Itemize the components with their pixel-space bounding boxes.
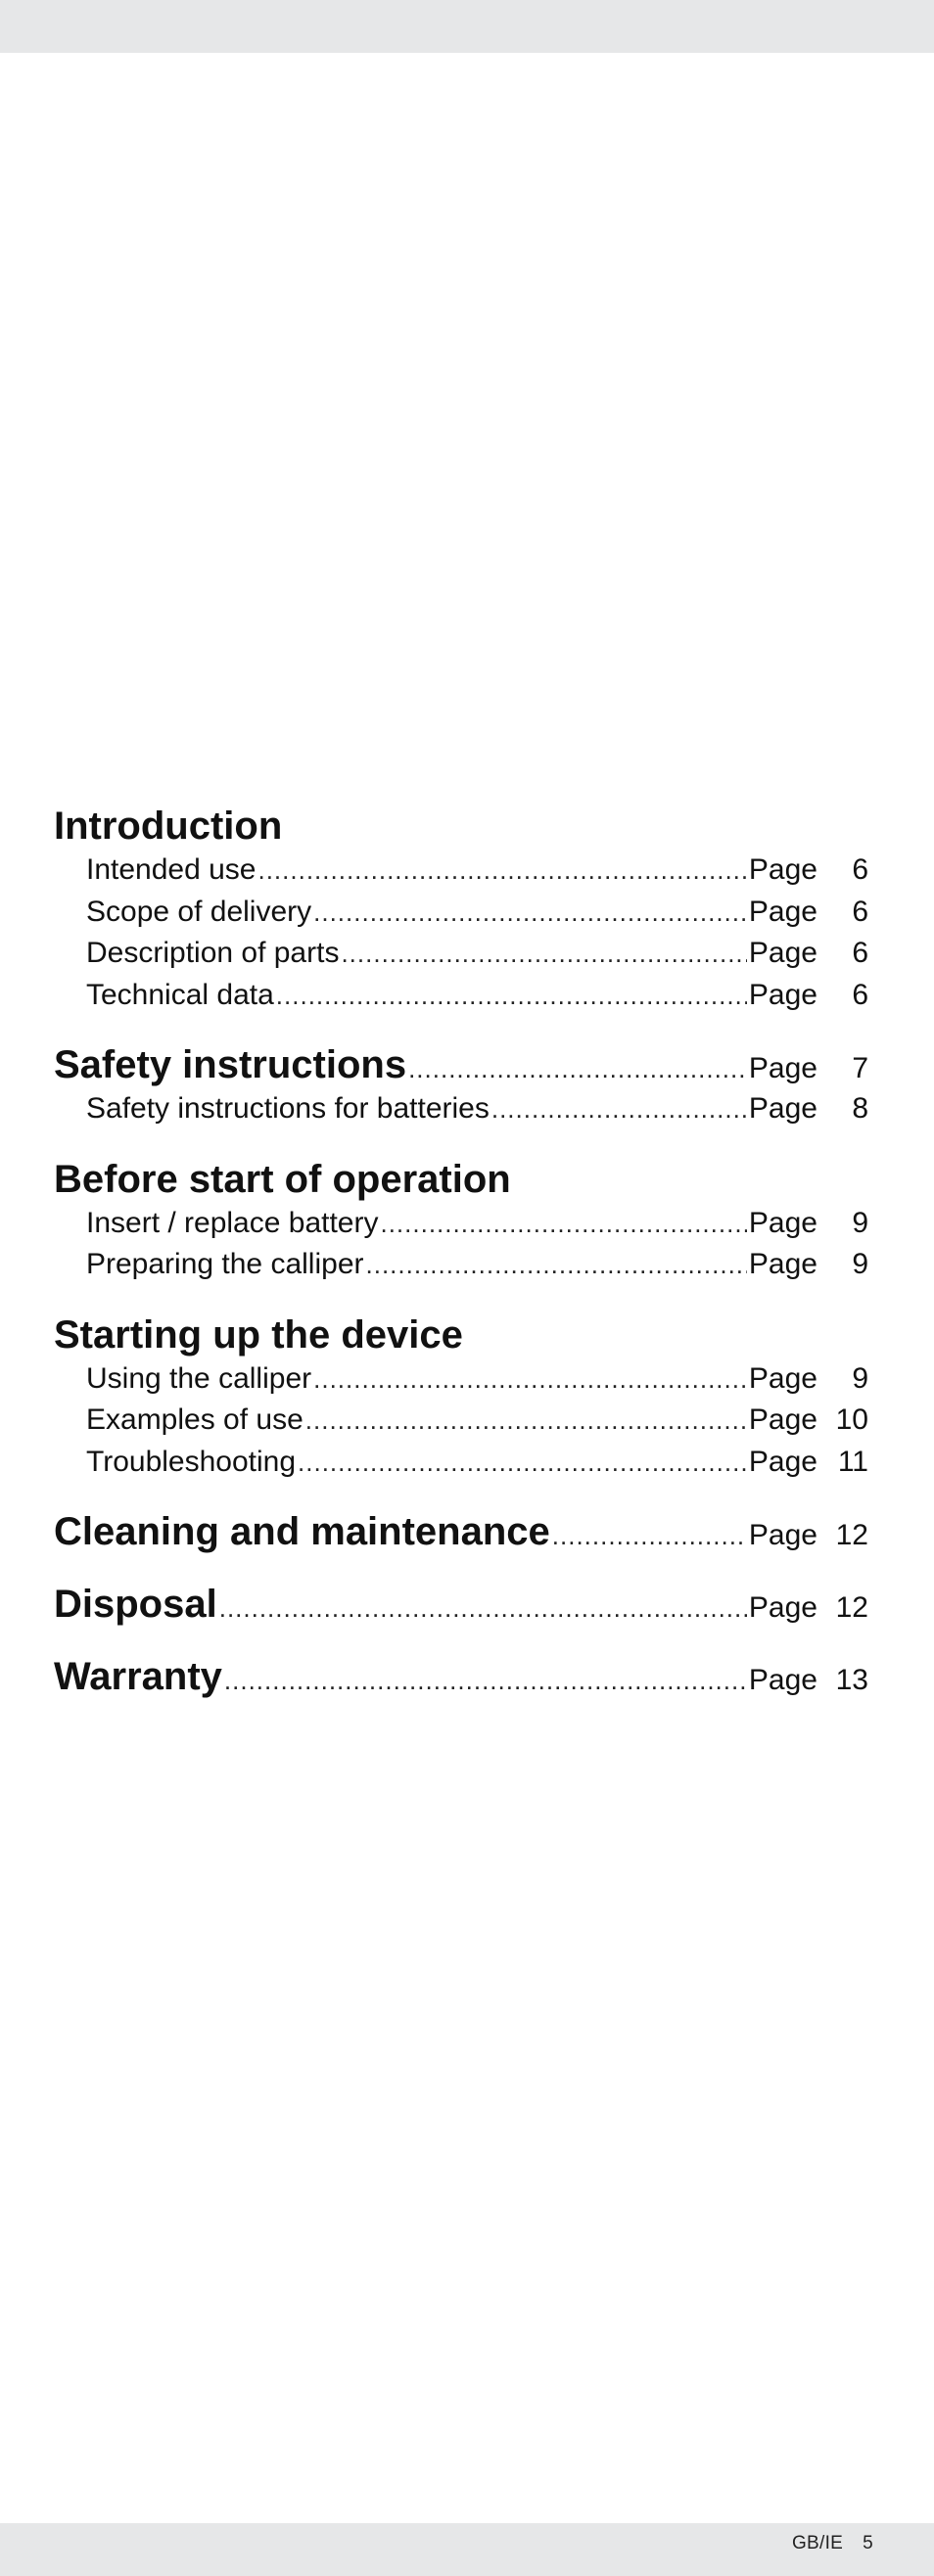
dot-leader — [341, 933, 746, 975]
toc-section-cleaning — [0, 1508, 934, 1555]
page-label: Page — [748, 853, 817, 886]
page-number: 6 — [852, 895, 868, 928]
dot-leader — [305, 1400, 747, 1442]
page-label: Page — [748, 1519, 817, 1551]
toc-entry-intended-use[interactable] — [86, 850, 868, 892]
page-number: 9 — [852, 1248, 868, 1280]
footer-region: GB/IE — [791, 2533, 844, 2553]
page-label: Page — [748, 1052, 817, 1084]
toc-entry-insert-replace-battery[interactable] — [86, 1203, 868, 1245]
page-label: Page — [748, 1092, 817, 1125]
toc-entry-using-calliper[interactable] — [86, 1358, 868, 1401]
page-number: 10 — [835, 1403, 868, 1436]
page-label: Page — [748, 895, 817, 928]
page-label: Page — [748, 1591, 817, 1624]
toc-entry-warranty[interactable] — [54, 1653, 868, 1700]
toc-entry-disposal[interactable] — [54, 1581, 868, 1628]
dot-leader — [313, 892, 747, 934]
toc-entry-scope-of-delivery[interactable] — [86, 892, 868, 934]
section-heading-introduction: Introduction — [54, 805, 283, 848]
toc-section-starting-up — [0, 1311, 934, 1484]
toc-entry-label: Troubleshooting — [86, 1445, 297, 1478]
page-number: 6 — [852, 937, 868, 969]
toc-section-before-start — [0, 1156, 934, 1286]
toc-entry-label: Examples of use — [86, 1403, 304, 1436]
toc-entry-preparing-calliper[interactable] — [86, 1244, 868, 1286]
page-label: Page — [748, 978, 817, 1011]
toc-entry-label: Description of parts — [86, 937, 340, 969]
section-heading-disposal: Disposal — [54, 1583, 217, 1626]
toc-entry-label: Insert / replace battery — [86, 1206, 379, 1239]
page-number: 6 — [852, 853, 868, 886]
section-heading-starting-up: Starting up the device — [54, 1312, 463, 1357]
page-number: 12 — [835, 1591, 868, 1624]
page-number: 8 — [852, 1092, 868, 1125]
dot-leader — [380, 1203, 746, 1245]
page-number: 12 — [835, 1519, 868, 1551]
table-of-contents — [0, 803, 934, 1725]
section-heading-safety-instructions: Safety instructions — [54, 1043, 407, 1086]
dot-leader — [276, 975, 747, 1017]
toc-section-safety-instructions — [0, 1041, 934, 1130]
toc-entry-technical-data[interactable] — [86, 975, 868, 1017]
page-label: Page — [748, 1248, 817, 1280]
page-label: Page — [748, 1445, 817, 1478]
toc-entry-examples-of-use[interactable] — [86, 1400, 868, 1442]
page-label: Page — [748, 1361, 817, 1395]
dot-leader — [219, 1585, 747, 1632]
toc-entry-safety-instructions-batteries[interactable] — [86, 1088, 868, 1130]
page-number: 13 — [835, 1664, 868, 1696]
dot-leader — [257, 850, 746, 892]
toc-entry-label: Preparing the calliper — [86, 1248, 364, 1280]
page-number: 6 — [852, 978, 868, 1011]
footer-page-number: 5 — [863, 2533, 873, 2553]
page-number: 11 — [837, 1445, 868, 1478]
toc-entry-safety-instructions[interactable] — [54, 1041, 868, 1088]
dot-leader — [313, 1358, 747, 1401]
page-footer — [792, 2533, 873, 2554]
dot-leader — [552, 1512, 747, 1559]
toc-entry-label: Technical data — [86, 978, 274, 1011]
toc-entry-label: Safety instructions for batteries — [86, 1092, 490, 1125]
page-number: 9 — [852, 1361, 868, 1395]
dot-leader — [408, 1045, 747, 1092]
page-number: 9 — [852, 1206, 868, 1239]
page-number: 7 — [852, 1052, 868, 1084]
dot-leader — [491, 1088, 747, 1130]
top-band — [0, 0, 934, 53]
toc-section-introduction — [0, 803, 934, 1016]
toc-entry-label: Scope of delivery — [86, 895, 312, 928]
toc-entry-description-of-parts[interactable] — [86, 933, 868, 975]
toc-entry-cleaning-maintenance[interactable] — [54, 1508, 868, 1555]
section-heading-warranty: Warranty — [54, 1655, 222, 1698]
dot-leader — [224, 1657, 747, 1704]
page-label: Page — [748, 1664, 817, 1696]
page-label: Page — [748, 1403, 817, 1436]
toc-section-disposal — [0, 1581, 934, 1628]
toc-entry-troubleshooting[interactable] — [86, 1442, 868, 1484]
section-heading-before-start: Before start of operation — [54, 1157, 511, 1201]
toc-section-warranty — [0, 1653, 934, 1700]
toc-entry-label: Using the calliper — [86, 1361, 312, 1395]
page-label: Page — [748, 1206, 817, 1239]
section-heading-cleaning: Cleaning and maintenance — [54, 1510, 550, 1553]
dot-leader — [366, 1244, 747, 1286]
dot-leader — [298, 1442, 747, 1484]
page-label: Page — [748, 937, 817, 969]
toc-entry-label: Intended use — [86, 853, 257, 886]
